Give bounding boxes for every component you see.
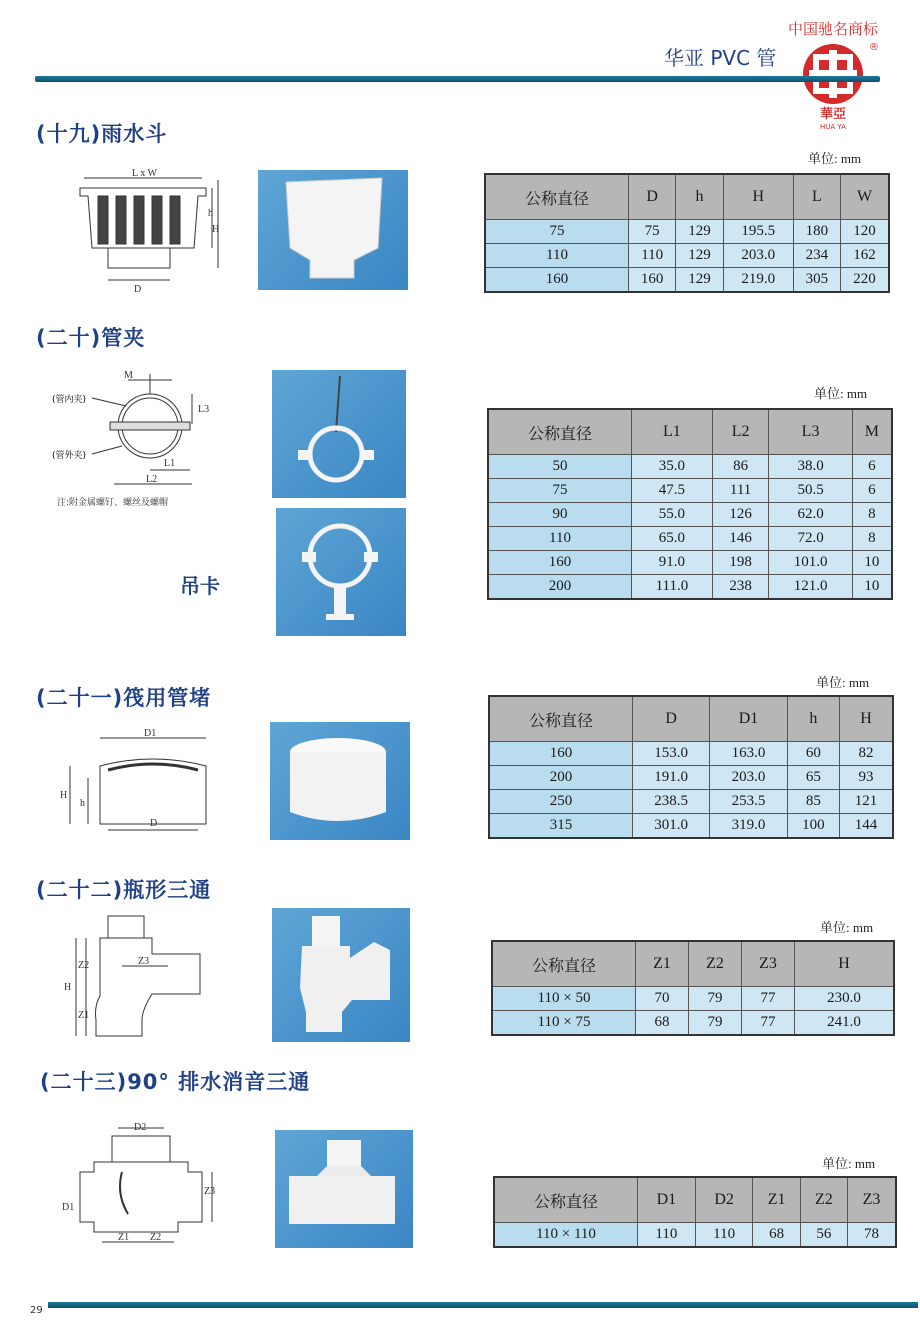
table-cell: 68 <box>753 1223 800 1248</box>
table-cell: 10 <box>852 575 892 600</box>
table-cell: 144 <box>840 814 893 839</box>
header-Z1: Z1 <box>636 941 689 987</box>
rain-hopper-table <box>484 173 890 293</box>
diagram-label-M: M <box>124 370 133 381</box>
hanger-clip-photo <box>276 508 406 636</box>
table-cell: 220 <box>841 268 889 293</box>
header-D1: D1 <box>638 1177 696 1223</box>
table-cell: 146 <box>712 527 768 551</box>
logo-subtext: HUA YA <box>820 123 846 130</box>
table-cell: 230.0 <box>795 987 895 1011</box>
diagram-label-D: D <box>150 818 158 829</box>
table-cell: 238.5 <box>633 790 710 814</box>
huaya-logo <box>797 40 879 130</box>
table-cell: 162 <box>841 244 889 268</box>
table-cell: 315 <box>489 814 633 839</box>
section-title-silent-tee: (二十三)90° 排水消音三通 <box>40 1070 311 1094</box>
table-cell: 200 <box>488 575 632 600</box>
header-L3: L3 <box>769 409 853 455</box>
pipe-plug-diagram <box>52 726 222 836</box>
table-cell: 110 × 75 <box>492 1011 636 1036</box>
table-cell: 160 <box>629 268 676 293</box>
logo-text: 華亞 <box>819 107 847 122</box>
header-H: H <box>840 696 893 742</box>
unit-label: 单位: mm <box>814 386 868 401</box>
header-bar <box>35 76 880 82</box>
unit-label: 单位: mm <box>820 920 874 935</box>
table-row <box>488 479 892 503</box>
table-cell: 120 <box>841 220 889 244</box>
table-cell: 60 <box>787 742 839 766</box>
table-row <box>488 455 892 479</box>
table-row <box>494 1223 896 1248</box>
table-cell: 50 <box>488 455 632 479</box>
table-cell: 110 × 110 <box>494 1223 638 1248</box>
diagram-label-H: H <box>60 790 68 801</box>
table-cell: 55.0 <box>632 503 713 527</box>
table-row <box>489 766 893 790</box>
table-row <box>492 1011 894 1036</box>
table-cell: 234 <box>793 244 840 268</box>
table-cell: 110 <box>695 1223 753 1248</box>
diagram-label-H: H <box>212 224 220 235</box>
registered-mark: ® <box>869 42 879 53</box>
footer-bar <box>48 1302 918 1308</box>
table-row <box>489 790 893 814</box>
header-W: W <box>841 174 889 220</box>
diagram-label-h: h <box>80 798 85 809</box>
diagram-label-H: H <box>64 982 72 993</box>
diagram-label-Z3: Z3 <box>138 956 150 967</box>
header-H: H <box>795 941 895 987</box>
table-cell: 35.0 <box>632 455 713 479</box>
pipe-plug-table <box>488 695 894 839</box>
bottle-tee-photo <box>272 908 410 1042</box>
table-row <box>489 742 893 766</box>
header-L2: L2 <box>712 409 768 455</box>
table-cell: 219.0 <box>723 268 793 293</box>
table-row <box>492 987 894 1011</box>
table-cell: 160 <box>489 742 633 766</box>
header-Z2: Z2 <box>689 941 742 987</box>
table-cell: 301.0 <box>633 814 710 839</box>
table-cell: 10 <box>852 551 892 575</box>
table-cell: 129 <box>676 268 723 293</box>
table-cell: 47.5 <box>632 479 713 503</box>
pipe-clamp-photo <box>272 370 406 498</box>
header-H: H <box>723 174 793 220</box>
table-cell: 111.0 <box>632 575 713 600</box>
header-nominal-diameter: 公称直径 <box>489 696 633 742</box>
diagram-label-inner-clamp: (管内夹) <box>52 395 87 405</box>
diagram-label-D1: D1 <box>62 1202 75 1213</box>
header-h: h <box>676 174 723 220</box>
header-L: L <box>793 174 840 220</box>
table-cell: 238 <box>712 575 768 600</box>
table-cell: 153.0 <box>633 742 710 766</box>
pipe-plug-photo <box>270 722 410 840</box>
unit-label: 单位: mm <box>822 1156 876 1171</box>
table-cell: 85 <box>787 790 839 814</box>
hanger-clip-label: 吊卡 <box>180 574 220 598</box>
diagram-label-L2: L2 <box>146 474 158 485</box>
silent-tee-diagram <box>52 1118 222 1252</box>
diagram-label-Z1: Z1 <box>78 1010 90 1021</box>
table-cell: 111 <box>712 479 768 503</box>
table-cell: 110 <box>629 244 676 268</box>
diagram-label-outer-clamp: (管外夹) <box>52 451 87 461</box>
header-nominal-diameter: 公称直径 <box>485 174 629 220</box>
table-row <box>485 268 889 293</box>
table-cell: 121 <box>840 790 893 814</box>
header-M: M <box>852 409 892 455</box>
rain-hopper-diagram <box>72 168 222 298</box>
page-number: 29 <box>30 1305 43 1316</box>
table-cell: 203.0 <box>723 244 793 268</box>
table-cell: 75 <box>488 479 632 503</box>
table-cell: 70 <box>636 987 689 1011</box>
bottle-tee-table <box>491 940 895 1036</box>
table-cell: 250 <box>489 790 633 814</box>
diagram-label-Z1: Z1 <box>118 1232 130 1243</box>
header-D: D <box>633 696 710 742</box>
diagram-label-Z2: Z2 <box>78 960 90 971</box>
table-cell: 195.5 <box>723 220 793 244</box>
silent-tee-table <box>493 1176 897 1248</box>
table-cell: 56 <box>800 1223 847 1248</box>
table-cell: 101.0 <box>769 551 853 575</box>
diagram-label-D2: D2 <box>134 1122 147 1133</box>
table-cell: 253.5 <box>710 790 787 814</box>
table-cell: 8 <box>852 503 892 527</box>
header-Z2: Z2 <box>800 1177 847 1223</box>
diagram-label-lxw: L x W <box>132 168 157 179</box>
trademark-text: 中国驰名商标 <box>788 20 879 38</box>
table-cell: 62.0 <box>769 503 853 527</box>
unit-label: 单位: mm <box>816 675 870 690</box>
table-cell: 110 × 50 <box>492 987 636 1011</box>
table-cell: 6 <box>852 479 892 503</box>
table-cell: 305 <box>793 268 840 293</box>
table-cell: 72.0 <box>769 527 853 551</box>
diagram-label-D: D <box>134 284 142 295</box>
diagram-label-D1: D1 <box>144 728 157 739</box>
diagram-label-Z2: Z2 <box>150 1232 162 1243</box>
header-D2: D2 <box>695 1177 753 1223</box>
table-cell: 93 <box>840 766 893 790</box>
table-cell: 319.0 <box>710 814 787 839</box>
table-cell: 75 <box>629 220 676 244</box>
diagram-label-L1: L1 <box>164 458 176 469</box>
table-cell: 198 <box>712 551 768 575</box>
table-cell: 38.0 <box>769 455 853 479</box>
header-D1: D1 <box>710 696 787 742</box>
header-Z3: Z3 <box>847 1177 896 1223</box>
table-cell: 90 <box>488 503 632 527</box>
table-cell: 79 <box>689 987 742 1011</box>
header-Z1: Z1 <box>753 1177 800 1223</box>
table-cell: 110 <box>485 244 629 268</box>
pipe-clamp-table <box>487 408 893 600</box>
table-cell: 100 <box>787 814 839 839</box>
rain-hopper-photo <box>258 170 408 290</box>
table-cell: 160 <box>488 551 632 575</box>
header-L1: L1 <box>632 409 713 455</box>
diagram-label-L3: L3 <box>198 404 210 415</box>
table-cell: 241.0 <box>795 1011 895 1036</box>
table-cell: 77 <box>742 987 795 1011</box>
table-row <box>485 244 889 268</box>
table-cell: 75 <box>485 220 629 244</box>
table-cell: 129 <box>676 244 723 268</box>
section-title-pipe-clamp: (二十)管夹 <box>36 326 146 350</box>
table-cell: 110 <box>488 527 632 551</box>
section-title-rain-hopper: (十九)雨水斗 <box>36 122 168 146</box>
table-cell: 160 <box>485 268 629 293</box>
diagram-label-Z3: Z3 <box>204 1186 216 1197</box>
table-row <box>488 575 892 600</box>
table-cell: 82 <box>840 742 893 766</box>
header-nominal-diameter: 公称直径 <box>494 1177 638 1223</box>
header-nominal-diameter: 公称直径 <box>488 409 632 455</box>
table-cell: 50.5 <box>769 479 853 503</box>
pipe-clamp-diagram <box>52 366 222 496</box>
table-row <box>485 220 889 244</box>
pipe-clamp-note: 注:附金属螺钉、螺丝及螺帽 <box>57 498 169 508</box>
section-title-pipe-plug: (二十一)筏用管堵 <box>36 686 212 710</box>
table-cell: 86 <box>712 455 768 479</box>
silent-tee-photo <box>275 1130 413 1248</box>
table-cell: 78 <box>847 1223 896 1248</box>
table-cell: 200 <box>489 766 633 790</box>
table-cell: 68 <box>636 1011 689 1036</box>
table-cell: 191.0 <box>633 766 710 790</box>
table-cell: 8 <box>852 527 892 551</box>
table-cell: 129 <box>676 220 723 244</box>
table-cell: 91.0 <box>632 551 713 575</box>
diagram-label-h: h <box>208 208 213 219</box>
table-cell: 65 <box>787 766 839 790</box>
table-cell: 121.0 <box>769 575 853 600</box>
table-cell: 126 <box>712 503 768 527</box>
table-row <box>489 814 893 839</box>
bottle-tee-diagram <box>52 910 222 1044</box>
table-cell: 6 <box>852 455 892 479</box>
header-nominal-diameter: 公称直径 <box>492 941 636 987</box>
table-cell: 77 <box>742 1011 795 1036</box>
table-cell: 163.0 <box>710 742 787 766</box>
table-cell: 203.0 <box>710 766 787 790</box>
unit-label: 单位: mm <box>808 151 862 166</box>
brand-name: 华亚 PVC 管 <box>664 46 777 70</box>
table-cell: 65.0 <box>632 527 713 551</box>
header-D: D <box>629 174 676 220</box>
header-Z3: Z3 <box>742 941 795 987</box>
table-row <box>488 551 892 575</box>
table-row <box>488 503 892 527</box>
table-cell: 180 <box>793 220 840 244</box>
table-cell: 79 <box>689 1011 742 1036</box>
table-row <box>488 527 892 551</box>
header-h: h <box>787 696 839 742</box>
section-title-bottle-tee: (二十二)瓶形三通 <box>36 878 212 902</box>
table-cell: 110 <box>638 1223 696 1248</box>
